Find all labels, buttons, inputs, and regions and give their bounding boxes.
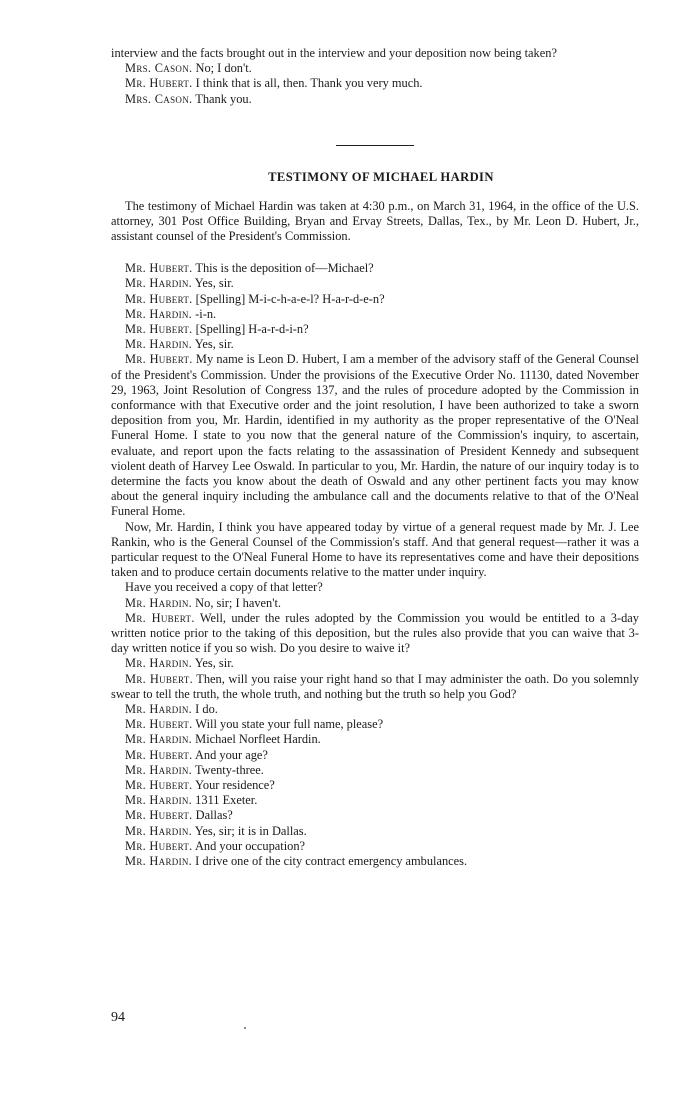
speaker-label: Mr. Hardin.: [125, 702, 193, 717]
speaker-label: Mr. Hardin.: [125, 595, 193, 610]
dialogue-line: [111, 580, 639, 595]
speaker-label: Mr. Hubert.: [125, 291, 193, 306]
dialogue-text: Then, will you raise your right hand so that I may administer the oath. Do you solemnly swear to tell the truth, the whole truth, and nothing but the truth so help you God?: [111, 671, 639, 701]
dialogue-line: [111, 656, 639, 671]
speaker-label: Mrs. Cason.: [125, 91, 193, 106]
dialogue-line: [111, 611, 639, 657]
dialogue-line: [111, 76, 639, 91]
dialogue-text: [Spelling] H-a-r-d-i-n?: [195, 321, 309, 336]
dialogue-line: [111, 61, 639, 76]
document-page: [111, 46, 639, 869]
speaker-label: Mr. Hubert.: [125, 671, 193, 686]
dialogue-text: Now, Mr. Hardin, I think you have appeared today by virtue of a general request made by Mr. J. Lee Rankin, who is the General Counsel of the Commission's staff. And that general request—rather it was a particular request to the O'Neal Funeral Home to have its representatives come and have their depositions taken and to produce certain documents relative to the matter under inquiry.: [111, 519, 639, 580]
speaker-label: Mr. Hubert.: [125, 838, 193, 853]
print-speck: [244, 1027, 246, 1029]
dialogue-line: [111, 717, 639, 732]
speaker-label: Mr. Hubert.: [125, 76, 193, 91]
dialogue-text: And your occupation?: [194, 838, 306, 853]
intro-paragraph: The testimony of Michael Hardin was taken at 4:30 p.m., on March 31, 1964, in the office of the U.S. attorney, 301 Post Office Building, Bryan and Ervay Streets, Dallas, Tex., by Mr. Leon D. Hubert, Jr., assistant counsel of the President's Commission.: [111, 198, 639, 243]
dialogue-text: No, sir; I haven't.: [195, 595, 282, 610]
dialogue-line: [111, 732, 639, 747]
speaker-label: Mr. Hardin.: [125, 793, 193, 808]
dialogue-text: Will you state your full name, please?: [195, 717, 384, 732]
speaker-label: Mr. Hardin.: [125, 823, 193, 838]
dialogue-line: [111, 839, 639, 854]
dialogue-text: Thank you.: [195, 91, 252, 106]
dialogue-line: [111, 854, 639, 869]
dialogue-text: Yes, sir; it is in Dallas.: [194, 823, 307, 838]
dialogue-text: Well, under the rules adopted by the Commission you would be entitled to a 3-day written notice prior to the taking of this deposition, but the rules also provide that you can waive that 3-day written notice if you so wish. Do you desire to waive it?: [111, 610, 639, 656]
dialogue-line: [111, 276, 639, 291]
dialogue-text: Have you received a copy of that letter?: [125, 580, 323, 595]
dialogue-line: [111, 292, 639, 307]
dialogue-line: [111, 261, 639, 276]
dialogue-line: [111, 702, 639, 717]
speaker-label: Mr. Hardin.: [125, 337, 193, 352]
speaker-label: Mr. Hardin.: [125, 732, 193, 747]
dialogue-text: And your age?: [194, 747, 268, 762]
dialogue-text: Yes, sir.: [194, 337, 234, 352]
dialogue-line: [111, 596, 639, 611]
dialogue-text: I drive one of the city contract emergency ambulances.: [195, 854, 468, 869]
speaker-label: Mr. Hubert.: [125, 778, 193, 793]
dialogue-text: This is the deposition of—Michael?: [195, 261, 374, 276]
dialogue-line: [111, 322, 639, 337]
dialogue-text: 1311 Exeter.: [195, 793, 258, 808]
dialogue-line: [111, 520, 639, 581]
speaker-label: Mr. Hubert.: [125, 808, 193, 823]
dialogue-line: [111, 672, 639, 702]
speaker-label: Mr. Hardin.: [125, 656, 193, 671]
dialogue-line: [111, 92, 639, 107]
speaker-label: Mr. Hardin.: [125, 276, 193, 291]
dialogue-text: Dallas?: [195, 808, 233, 823]
dialogue-line: [111, 337, 639, 352]
page-number: 94: [111, 1010, 125, 1025]
dialogue-line: [111, 778, 639, 793]
speaker-label: Mr. Hubert.: [125, 352, 193, 367]
speaker-label: Mr. Hubert.: [125, 747, 193, 762]
speaker-label: Mr. Hubert.: [125, 610, 195, 625]
speaker-label: Mrs. Cason.: [125, 61, 193, 76]
speaker-label: Mr. Hardin.: [125, 762, 193, 777]
dialogue-text: I think that is all, then. Thank you very much.: [195, 76, 423, 91]
dialogue-line: [111, 824, 639, 839]
dialogue-line: [111, 763, 639, 778]
dialogue-text: [Spelling] M-i-c-h-a-e-l? H-a-r-d-e-n?: [195, 291, 385, 306]
speaker-label: Mr. Hubert.: [125, 321, 193, 336]
dialogue-text: I do.: [195, 702, 218, 717]
dialogue-text: Michael Norfleet Hardin.: [195, 732, 321, 747]
dialogue-line: [111, 808, 639, 823]
dialogue-line: [111, 748, 639, 763]
dialogue-text: My name is Leon D. Hubert, I am a member of the advisory staff of the General Counsel of the President's Commission. Under the provisions of the Executive Order No. 11130, dated November 29, 1963, Joint Resolution of Congress 137, and the rules of procedure adopted by the Commission in conformance with that Executive order and the joint resolution, I have been authorized to take a sworn deposition from you, Mr. Hardin, identified in my authority as the proper representative of the O'Neal Funeral Home. I state to you now that the general nature of the Commission's inquiry, to ascertain, evaluate, and report upon the facts relating to the assassination of President Kennedy and subsequent violent death of Harvey Lee Oswald. In particular to you, Mr. Hardin, the nature of our inquiry today is to determine the facts you know about the death of Oswald and any other pertinent facts you may know about the general inquiry including the ambulance call and the documents relative to that of the O'Neal Funeral Home.: [111, 352, 639, 519]
dialogue-line: [111, 352, 639, 519]
continuation-text: interview and the facts brought out in the interview and your deposition now being taken?: [111, 46, 557, 60]
speaker-label: Mr. Hardin.: [125, 854, 193, 869]
opening-lines: [111, 61, 639, 107]
dialogue-text: -i-n.: [195, 306, 217, 321]
dialogue-line: [111, 793, 639, 808]
dialogue-line: [111, 307, 639, 322]
speaker-label: Mr. Hubert.: [125, 261, 193, 276]
section-title: TESTIMONY OF MICHAEL HARDIN: [268, 170, 494, 185]
testimony-exchange: [111, 261, 639, 869]
dialogue-text: Yes, sir.: [194, 656, 234, 671]
dialogue-text: Twenty-three.: [194, 762, 264, 777]
speaker-label: Mr. Hardin.: [125, 306, 193, 321]
dialogue-text: No; I don't.: [195, 61, 252, 76]
dialogue-text: Yes, sir.: [194, 276, 234, 291]
dialogue-text: Your residence?: [195, 778, 275, 793]
section-divider: [336, 145, 414, 147]
speaker-label: Mr. Hubert.: [125, 717, 193, 732]
